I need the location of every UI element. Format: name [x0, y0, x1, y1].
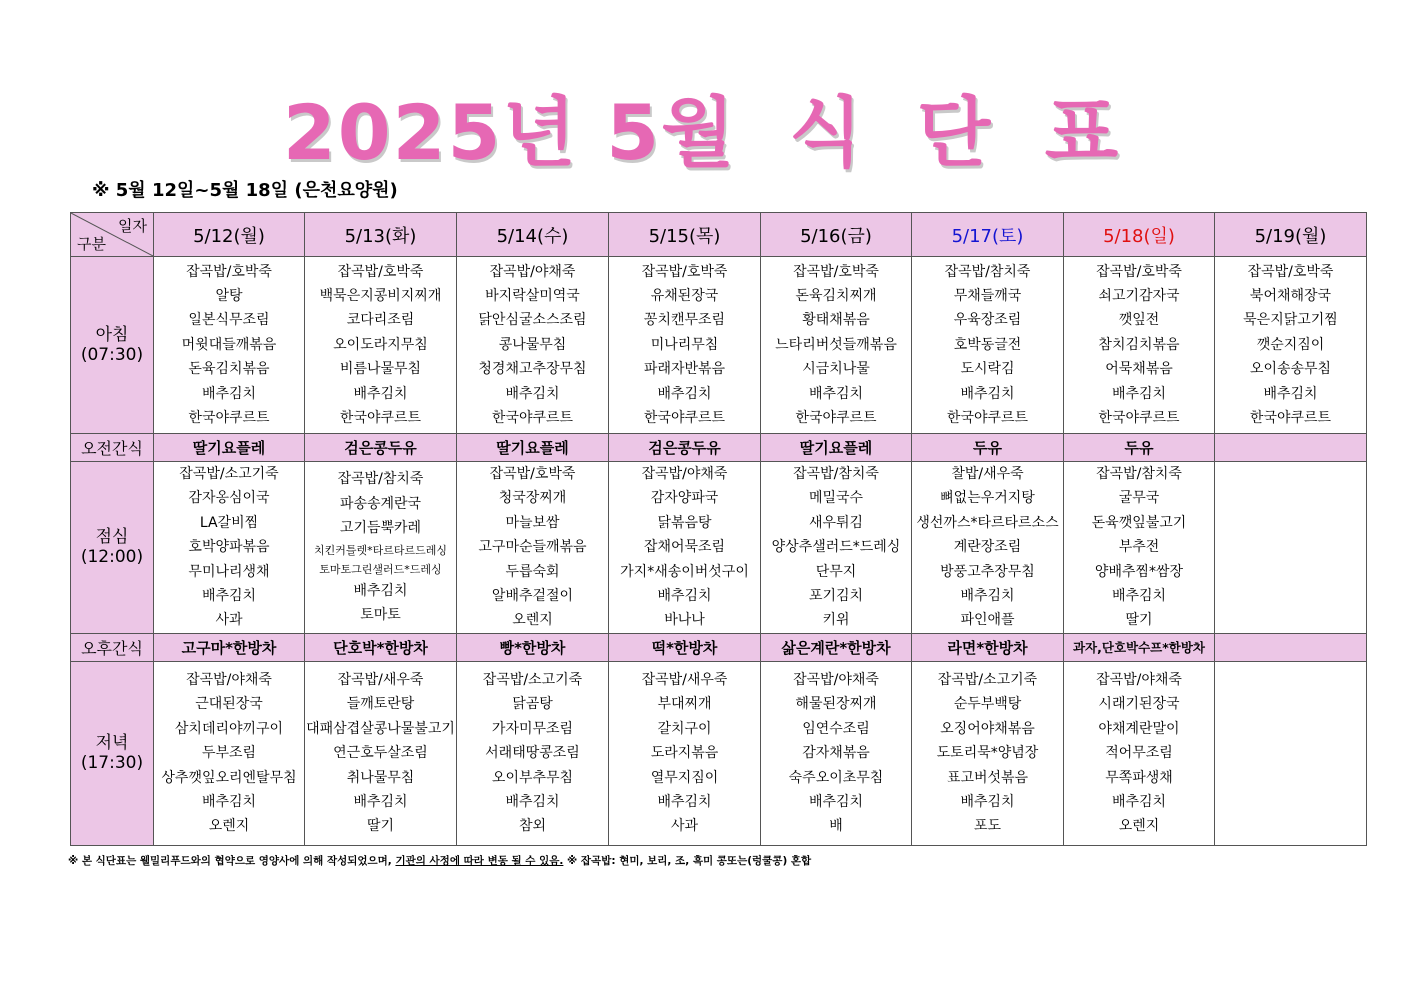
menu-item: 잡곡밥/야채죽	[1096, 671, 1182, 688]
menu-item: 알배추겉절이	[491, 588, 574, 605]
menu-cell	[1064, 257, 1215, 434]
menu-item: 해물된장찌개	[795, 696, 877, 713]
menu-item: 오이송송무침	[1249, 361, 1332, 378]
meal-label-line: 저녁	[95, 733, 129, 754]
menu-item: 배추김치	[808, 793, 864, 810]
menu-item: 부추전	[1118, 539, 1160, 556]
menu-item: 임연수조림	[802, 720, 870, 737]
dinner-row	[71, 661, 1367, 845]
menu-item: 바나나	[664, 612, 705, 629]
menu-item: 비름나물무침	[339, 361, 422, 378]
header-row	[71, 213, 1367, 257]
meal-label-line: 아침	[95, 325, 129, 345]
menu-item: 오렌지	[1118, 818, 1160, 835]
menu-item: 두부조림	[201, 745, 257, 762]
day-header: 5/14(수)	[457, 213, 609, 257]
snack-cell: 삶은계란*한방차	[761, 633, 912, 661]
snack-cell: 딸기요플레	[457, 434, 609, 462]
menu-item: 유채된장국	[650, 287, 719, 304]
menu-item: 잡곡밥/야채죽	[489, 263, 576, 280]
snack-cell: 딸기요플레	[761, 434, 912, 462]
menu-item: 한국야쿠르트	[188, 410, 270, 427]
menu-item: 배추김치	[960, 588, 1015, 605]
menu-item: 파송송계란국	[339, 495, 422, 512]
menu-item: 오이도라지무침	[333, 336, 428, 353]
menu-item: 도시락김	[960, 361, 1015, 378]
menu-item: 연근호두살조림	[333, 745, 428, 762]
menu-item: 순두부백탕	[953, 696, 1022, 713]
afternoon-snack-row	[71, 633, 1367, 661]
day-header: 5/12(월)	[154, 213, 305, 257]
day-header: 5/19(월)	[1215, 213, 1367, 257]
menu-item: 한국야쿠르트	[1098, 410, 1180, 427]
menu-item: 포기김치	[808, 588, 864, 605]
menu-item: 딸기	[1125, 612, 1153, 629]
snack-cell	[1215, 434, 1367, 462]
menu-item: 깻순지짐이	[1256, 336, 1325, 353]
menu-item: 방풍고추장무침	[940, 563, 1035, 580]
menu-cell	[1215, 462, 1367, 634]
menu-item: 참치김치볶음	[1098, 336, 1180, 353]
snack-cell: 라면*한방차	[912, 633, 1064, 661]
menu-item: 머윗대들깨볶음	[181, 336, 277, 353]
menu-item: 무쪽파생채	[1105, 769, 1173, 786]
menu-item: 단무지	[815, 563, 857, 580]
title-part-2: 단	[916, 88, 993, 177]
menu-item: 포도	[973, 818, 1002, 835]
menu-item: 배추김치	[353, 385, 408, 402]
day-header: 5/16(금)	[761, 213, 912, 257]
menu-item: 깻잎전	[1118, 312, 1160, 329]
menu-item: 감자채볶음	[802, 745, 870, 762]
menu-item: 시금치나물	[802, 361, 870, 378]
footnote-part-2: 기관의 사정에 따라 변동 될 수 있음.	[395, 855, 564, 867]
menu-item: 토마토그린샐러드*드레싱	[319, 562, 442, 576]
menu-item: 잡곡밥/호박죽	[641, 263, 728, 280]
menu-cell	[457, 661, 609, 845]
menu-cell	[1215, 661, 1367, 845]
menu-item: 딸기	[366, 818, 395, 835]
menu-item: 콩나물무침	[498, 336, 567, 353]
menu-cell	[457, 462, 609, 634]
menu-cell	[912, 257, 1064, 434]
snack-cell: 과자,단호박수프*한방차	[1064, 633, 1215, 661]
meal-label	[71, 257, 154, 434]
menu-item: 서래태땅콩조림	[485, 745, 580, 762]
menu-item: 무채들깨국	[953, 287, 1022, 304]
lunch-row	[71, 462, 1367, 634]
menu-item: 굴무국	[1118, 490, 1160, 507]
breakfast-row	[71, 257, 1367, 434]
menu-item: 부대찌개	[657, 696, 712, 713]
menu-item: 마늘보쌈	[505, 514, 560, 531]
title-part-year-month: 2025년 5월	[282, 88, 737, 177]
menu-item: 양상추샐러드*드레싱	[771, 539, 901, 556]
menu-item: 잡곡밥/소고기죽	[482, 671, 583, 688]
menu-item: 잡곡밥/소고기죽	[179, 466, 279, 482]
menu-item: 오징어야채볶음	[940, 720, 1035, 737]
menu-item: 바지락살미역국	[485, 287, 580, 304]
day-header: 5/13(화)	[305, 213, 457, 257]
menu-item: 북어채해장국	[1249, 287, 1332, 304]
menu-item: 배	[829, 818, 843, 835]
meal-label	[71, 462, 154, 634]
menu-item: 오렌지	[208, 818, 250, 835]
menu-item: 배추김치	[505, 793, 560, 810]
snack-label: 오전간식	[71, 434, 154, 462]
menu-item: 배추김치	[201, 385, 257, 402]
menu-item: 꽁치캔무조림	[643, 312, 726, 329]
menu-item: 호박동글전	[953, 336, 1022, 353]
menu-item: 한국야쿠르트	[946, 410, 1029, 427]
title-part-1: 식	[788, 88, 865, 177]
menu-cell	[1064, 462, 1215, 634]
menu-cell	[305, 257, 457, 434]
footnote-part-3: ※ 잡곡밥: 현미, 보리, 조, 흑미 콩또는(렁쿨콩) 혼합	[567, 855, 812, 867]
menu-item: 배추김치	[1263, 385, 1318, 402]
menu-item: 느타리버섯들깨볶음	[775, 336, 897, 353]
menu-item: 잡곡밥/호박죽	[337, 263, 424, 280]
menu-item: 배추김치	[960, 793, 1015, 810]
menu-cell	[761, 661, 912, 845]
menu-item: 고기듬뿍카레	[339, 520, 422, 537]
snack-cell: 검은콩두유	[609, 434, 761, 462]
snack-cell: 빵*한방차	[457, 633, 609, 661]
meal-label-line: (12:00)	[80, 547, 144, 568]
menu-item: 오이부추무침	[491, 769, 574, 786]
menu-item: 잡곡밥/호박죽	[1247, 263, 1334, 280]
menu-item: 잡곡밥/참치죽	[944, 263, 1031, 280]
corner-label-category: 구분	[77, 235, 106, 253]
menu-item: 오렌지	[512, 612, 553, 629]
snack-cell	[1215, 633, 1367, 661]
menu-item: 호박양파볶음	[188, 539, 270, 556]
menu-item: LA갈비찜	[199, 514, 259, 531]
menu-cell	[154, 661, 305, 845]
menu-cell	[305, 661, 457, 845]
menu-item: 시래기된장국	[1098, 696, 1180, 713]
menu-item: 표고버섯볶음	[946, 769, 1029, 786]
menu-item: 잡곡밥/새우죽	[337, 671, 424, 688]
menu-item: 알탕	[215, 287, 243, 304]
menu-item: 갈치구이	[657, 720, 712, 737]
menu-item: 열무지짐이	[650, 769, 719, 786]
menu-item: 계란장조림	[953, 539, 1022, 556]
menu-item: 우육장조림	[953, 312, 1022, 329]
menu-item: 도라지볶음	[650, 745, 719, 762]
menu-item: 잡곡밥/호박죽	[793, 263, 879, 280]
menu-item: 백묵은지콩비지찌개	[319, 287, 442, 304]
menu-item: 파래자반볶음	[643, 361, 726, 378]
menu-item: 잡곡밥/참치죽	[337, 471, 424, 488]
menu-item: 배추김치	[808, 385, 864, 402]
menu-item: 한국야쿠르트	[339, 410, 422, 427]
menu-item: 배추김치	[1111, 588, 1167, 605]
menu-item: 한국야쿠르트	[795, 410, 877, 427]
menu-item: 배추김치	[657, 793, 712, 810]
menu-item: 사과	[670, 818, 699, 835]
morning-snack-row	[71, 434, 1367, 462]
menu-cell	[761, 462, 912, 634]
menu-item: 잡곡밥/새우죽	[641, 671, 728, 688]
menu-item: 닭안심굴소스조림	[478, 312, 587, 329]
menu-item: 파인애플	[960, 612, 1015, 629]
day-header: 5/18(일)	[1064, 213, 1215, 257]
menu-item: 고구마순들깨볶음	[478, 539, 587, 556]
period-subtitle: ※ 5월 12일~5월 18일 (은천요양원)	[92, 180, 398, 201]
menu-item: 배추김치	[201, 793, 257, 810]
menu-item: 찰밥/새우죽	[951, 466, 1024, 482]
snack-cell: 떡*한방차	[609, 633, 761, 661]
menu-cell	[912, 661, 1064, 845]
menu-item: 잡채어묵조림	[643, 539, 726, 556]
menu-item: 배추김치	[353, 582, 408, 599]
menu-item: 묵은지닭고기찜	[1243, 312, 1338, 329]
menu-cell	[912, 462, 1064, 634]
meal-label-line: (17:30)	[80, 753, 144, 774]
menu-item: 참외	[518, 818, 547, 835]
menu-item: 잡곡밥/참치죽	[793, 466, 879, 482]
menu-item: 코다리조림	[346, 312, 415, 329]
menu-item: 들깨토란탕	[346, 696, 415, 713]
day-header: 5/17(토)	[912, 213, 1064, 257]
menu-item: 숙주오이초무침	[788, 769, 884, 786]
menu-item: 메밀국수	[808, 490, 864, 507]
menu-item: 삼치데리야끼구이	[174, 720, 284, 737]
menu-item: 배추김치	[505, 385, 560, 402]
menu-item: 감자옹심이국	[188, 490, 270, 507]
menu-item: 미나리무침	[650, 336, 719, 353]
menu-item: 잡곡밥/야채죽	[793, 671, 879, 688]
menu-item: 돈육김치찌개	[795, 287, 877, 304]
footnote	[68, 853, 811, 868]
menu-item: 어묵채볶음	[1105, 361, 1173, 378]
menu-item: 토마토	[360, 607, 401, 624]
menu-item: 한국야쿠르트	[491, 410, 574, 427]
menu-item: 배추김치	[1111, 385, 1167, 402]
menu-cell	[761, 257, 912, 434]
menu-item: 잡곡밥/호박죽	[1096, 263, 1182, 280]
page-title	[0, 72, 1403, 181]
title-part-3: 표	[1044, 88, 1121, 177]
menu-item: 뼈없는우거지탕	[940, 490, 1035, 507]
meal-label	[71, 661, 154, 845]
menu-item: 키위	[822, 612, 850, 629]
menu-item: 배추김치	[1111, 793, 1167, 810]
menu-item: 배추김치	[657, 588, 712, 605]
menu-item: 가지*새송이버섯구이	[620, 563, 749, 580]
corner-label-date: 일자	[118, 217, 147, 235]
menu-item: 치킨커틀렛*타르타르드레싱	[313, 543, 447, 557]
menu-item: 배추김치	[353, 793, 408, 810]
menu-item: 생선까스*타르타르소스	[916, 514, 1059, 531]
menu-item: 한국야쿠르트	[1249, 410, 1332, 427]
menu-item: 쇠고기감자국	[1098, 287, 1180, 304]
snack-cell: 두유	[1064, 434, 1215, 462]
menu-item: 감자양파국	[650, 490, 719, 507]
menu-item: 배추김치	[657, 385, 712, 402]
menu-item: 닭곰탕	[512, 696, 553, 713]
menu-item: 일본식무조림	[188, 312, 270, 329]
menu-item: 돈육김치볶음	[188, 361, 270, 378]
menu-item: 상추깻잎오리엔탈무침	[161, 769, 297, 786]
menu-item: 새우튀김	[808, 514, 864, 531]
snack-cell: 단호박*한방차	[305, 633, 457, 661]
menu-item: 돈육깻잎불고기	[1091, 514, 1187, 531]
menu-item: 두릅숙회	[505, 563, 560, 580]
menu-cell	[154, 257, 305, 434]
snack-cell: 두유	[912, 434, 1064, 462]
menu-cell	[457, 257, 609, 434]
menu-item: 무미나리생채	[188, 563, 270, 580]
menu-table	[70, 212, 1367, 846]
snack-cell: 딸기요플레	[154, 434, 305, 462]
menu-cell	[1064, 661, 1215, 845]
menu-item: 가자미무조림	[491, 720, 574, 737]
menu-item: 근대된장국	[195, 696, 263, 713]
menu-item: 잡곡밥/야채죽	[186, 671, 272, 688]
menu-item: 대패삼겹살콩나물불고기	[306, 720, 455, 737]
meal-label-line: (07:30)	[80, 345, 144, 365]
menu-item: 도토리묵*양념장	[936, 745, 1039, 762]
menu-item: 청국장찌개	[498, 490, 567, 507]
meal-label-line: 점심	[95, 527, 129, 548]
menu-item: 사과	[215, 612, 243, 629]
menu-item: 잡곡밥/호박죽	[186, 263, 272, 280]
menu-cell	[154, 462, 305, 634]
menu-item: 잡곡밥/야채죽	[641, 466, 728, 482]
menu-item: 양배추찜*쌈장	[1094, 563, 1184, 580]
menu-item: 적어무조림	[1105, 745, 1173, 762]
menu-cell	[609, 661, 761, 845]
day-header: 5/15(목)	[609, 213, 761, 257]
menu-cell	[609, 257, 761, 434]
menu-item: 배추김치	[960, 385, 1015, 402]
menu-cell	[305, 462, 457, 634]
menu-item: 청경채고추장무침	[478, 361, 587, 378]
menu-item: 잡곡밥/소고기죽	[937, 671, 1038, 688]
snack-label: 오후간식	[71, 633, 154, 661]
menu-item: 배추김치	[201, 588, 257, 605]
menu-item: 잡곡밥/호박죽	[489, 466, 576, 482]
snack-cell: 고구마*한방차	[154, 633, 305, 661]
footnote-part-1: ※ 본 식단표는 웰밀리푸드와의 협약으로 영양사에 의해 작성되었으며,	[68, 855, 392, 867]
snack-cell: 검은콩두유	[305, 434, 457, 462]
menu-item: 한국야쿠르트	[643, 410, 726, 427]
menu-item: 잡곡밥/참치죽	[1096, 466, 1182, 482]
menu-item: 야채계란말이	[1098, 720, 1180, 737]
menu-cell	[1215, 257, 1367, 434]
menu-item: 닭볶음탕	[657, 514, 712, 531]
corner-header	[71, 213, 154, 257]
menu-item: 황태채볶음	[802, 312, 870, 329]
menu-cell	[609, 462, 761, 634]
menu-item: 취나물무침	[346, 769, 415, 786]
